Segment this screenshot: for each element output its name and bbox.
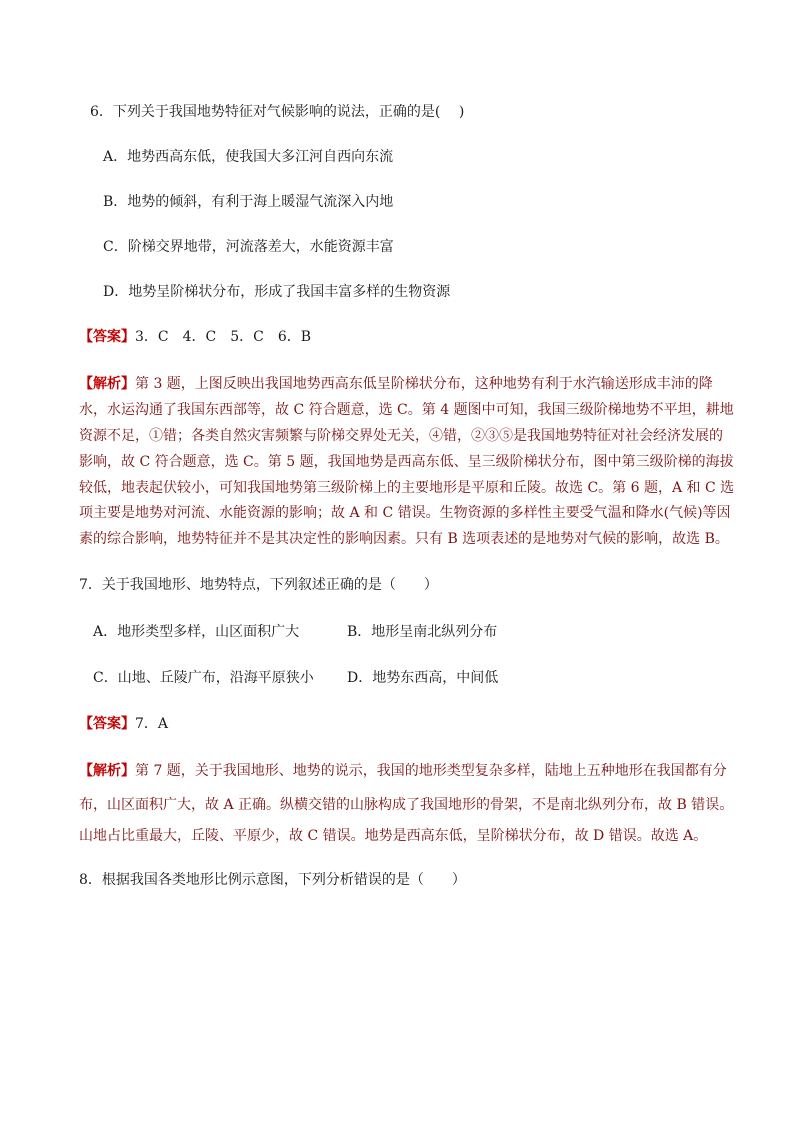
question-6-option-c: C．阶梯交界地带，河流落差大，水能资源丰富 [103,239,394,255]
explanation-1-line-1 [79,374,713,394]
explanation-2-line-3: 山地占比重最大，丘陵、平原少，故 C 错误。地势是西高东低，呈阶梯状分布，故 D 错误。故选 A。 [79,828,708,844]
answer-block-2 [79,714,168,734]
explanation-1-line-5: 较低，地表起伏较小，可知我国地势第三级阶梯上的主要地形是平原和丘陵。故选 C。第 6 题，A 和 C 选 [79,480,735,496]
answer-block-1 [79,327,311,347]
explanation-text: 第 3 题，上图反映出我国地势西高东低呈阶梯状分布，这种地势有利于水汽输送形成丰沛的降 [135,376,713,392]
explanation-text: 第 7 题，关于我国地形、地势的说示，我国的地形类型复杂多样，陆地上五种地形在我国都有分 [135,763,727,779]
answer-label: 【答案】 [79,716,135,732]
answer-text: 7．A [135,716,169,732]
explanation-label: 【解析】 [79,376,135,392]
question-7-option-c: C．山地、丘陵广布，沿海平原狭小 [93,670,314,686]
question-6-stem: 6．下列关于我国地势特征对气候影响的说法，正确的是( ) [90,104,465,120]
explanation-2-line-2: 布，山区面积广大，故 A 正确。纵横交错的山脉构成了我国地形的骨架，不是南北纵列分布，故 B 错误。 [79,797,734,813]
question-7-option-b: B．地形呈南北纵列分布 [347,624,498,640]
explanation-1-line-6: 项主要是地势对河流、水能资源的影响；故 A 和 C 错误。生物资源的多样性主要受气温和降水(气候)等因 [79,505,731,521]
explanation-1-line-4: 影响，故 C 符合题意，选 C。第 5 题，我国地势是西高东低、呈三级阶梯状分布，图中第三级阶梯的海拔 [79,454,734,470]
answer-label: 【答案】 [79,329,135,345]
explanation-label: 【解析】 [79,763,135,779]
question-8-stem: 8．根据我国各类地形比例示意图，下列分析错误的是（ ） [79,872,466,888]
explanation-1-line-2: 水，水运沟通了我国东西部等，故 C 符合题意，选 C。第 4 题图中可知，我国三级阶梯地势不平坦，耕地 [79,402,734,418]
answer-text: 3．C 4．C 5．C 6．B [135,329,312,345]
question-6-option-b: B．地势的倾斜，有利于海上暖湿气流深入内地 [103,194,394,210]
question-7-stem: 7．关于我国地形、地势特点，下列叙述正确的是（ ） [79,577,438,593]
explanation-2-line-1 [79,761,727,781]
explanation-1-line-3: 资源不足，①错；各类自然灾害频繁与阶梯交界处无关，④错，②③⑤是我国地势特征对社会经济发展的 [79,428,723,444]
explanation-1-line-7: 素的综合影响，地势特征并不是其决定性的影响因素。只有 B 选项表述的是地势对气候的影响，故选 B。 [79,531,729,547]
question-7-option-d: D．地势东西高，中间低 [347,670,499,686]
question-6-option-a: A．地势西高东低，使我国大多江河自西向东流 [103,149,394,165]
question-6-option-d: D．地势呈阶梯状分布，形成了我国丰富多样的生物资源 [103,284,451,300]
question-7-option-a: A．地形类型多样，山区面积广大 [93,624,300,640]
